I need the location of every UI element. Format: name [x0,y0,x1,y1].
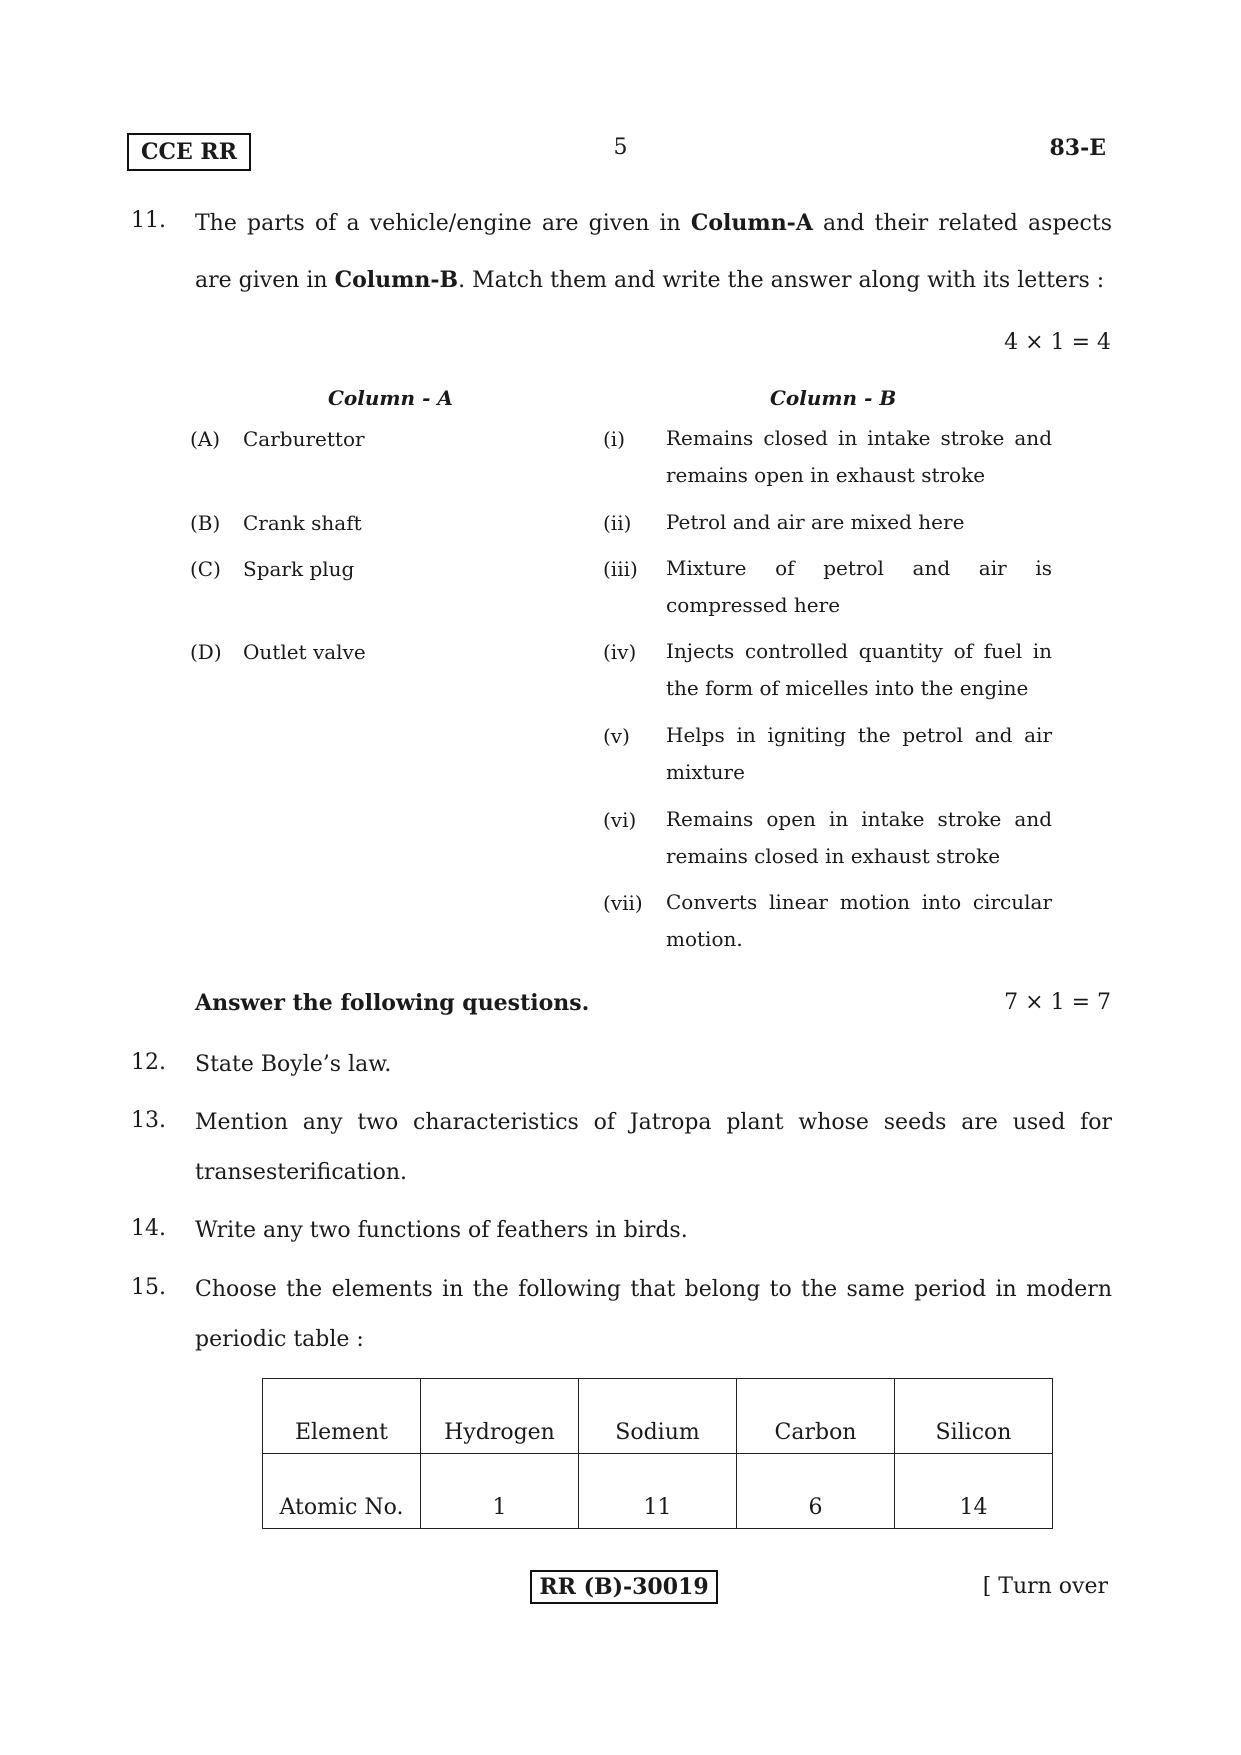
column-a-label: (A) [190,427,221,451]
question-11-marks: 4 × 1 = 4 [1004,330,1111,355]
column-b-label: (v) [603,724,630,748]
table-cell: Hydrogen [421,1379,579,1454]
column-a-item: Spark plug [243,557,355,581]
column-b-label: (iv) [603,640,637,664]
question-number: 14. [131,1216,166,1241]
page-number: 5 [613,135,628,160]
column-b-label: (vii) [603,891,643,915]
column-b-item: Remains open in intake stroke and remains closed in exhaust stroke [666,807,1052,868]
question-11-line-1: The parts of a vehicle/engine are given in Column-A and their related aspects [195,210,1112,236]
question-13-line-1: Mention any two characteristics of Jatropa plant whose seeds are used for [195,1110,1112,1135]
column-a-item: Crank shaft [243,511,362,535]
question-number: 15. [131,1275,166,1300]
table-cell: 14 [895,1454,1053,1529]
table-cell: Atomic No. [263,1454,421,1529]
column-b-label: (vi) [603,808,637,832]
question-number: 13. [131,1108,166,1133]
question-11-line-2: are given in Column-B. Match them and write the answer along with its letters : [195,267,1105,293]
footer-code-box: RR (B)-30019 [530,1570,718,1604]
table-cell: 6 [737,1454,895,1529]
subject-code: 83-E [1049,135,1106,161]
column-b-label: (i) [603,427,626,451]
column-a-item: Carburettor [243,427,365,451]
question-13-line-2: transesterification. [195,1160,408,1185]
column-b-item: Remains closed in intake stroke and remains open in exhaust stroke [666,426,1052,487]
column-b-label: (ii) [603,511,632,535]
element-table [262,1378,1053,1529]
question-15-line-2: periodic table : [195,1327,364,1352]
paper-code-box: CCE RR [127,133,251,171]
column-b-label: (iii) [603,557,638,581]
column-a-label: (B) [190,511,221,535]
table-cell: Sodium [579,1379,737,1454]
section-instruction: Answer the following questions. [195,990,590,1016]
column-a-item: Outlet valve [243,640,366,664]
turn-over-note: [ Turn over [982,1574,1108,1599]
column-a-heading: Column - A [328,386,453,410]
column-a-label: (C) [190,557,221,581]
table-cell: Element [263,1379,421,1454]
question-number: 12. [131,1050,166,1075]
column-b-item: Petrol and air are mixed here [666,510,965,534]
table-cell: Carbon [737,1379,895,1454]
table-cell: 11 [579,1454,737,1529]
column-b-heading: Column - B [770,386,897,410]
question-12-text: State Boyle’s law. [195,1052,392,1077]
table-row [263,1379,1053,1454]
table-row [263,1454,1053,1529]
section-marks: 7 × 1 = 7 [1004,990,1111,1015]
column-a-label: (D) [190,640,222,664]
column-b-item: Helps in igniting the petrol and air mixture [666,723,1052,784]
table-cell: 1 [421,1454,579,1529]
table-cell: Silicon [895,1379,1053,1454]
question-15-line-1: Choose the elements in the following that belong to the same period in modern [195,1277,1112,1302]
question-number: 11. [131,208,166,233]
column-b-item: Injects controlled quantity of fuel in the form of micelles into the engine [666,639,1052,700]
question-14-text: Write any two functions of feathers in birds. [195,1218,688,1243]
column-b-item: Mixture of petrol and air is compressed here [666,556,1052,617]
column-b-item: Converts linear motion into circular motion. [666,890,1052,951]
